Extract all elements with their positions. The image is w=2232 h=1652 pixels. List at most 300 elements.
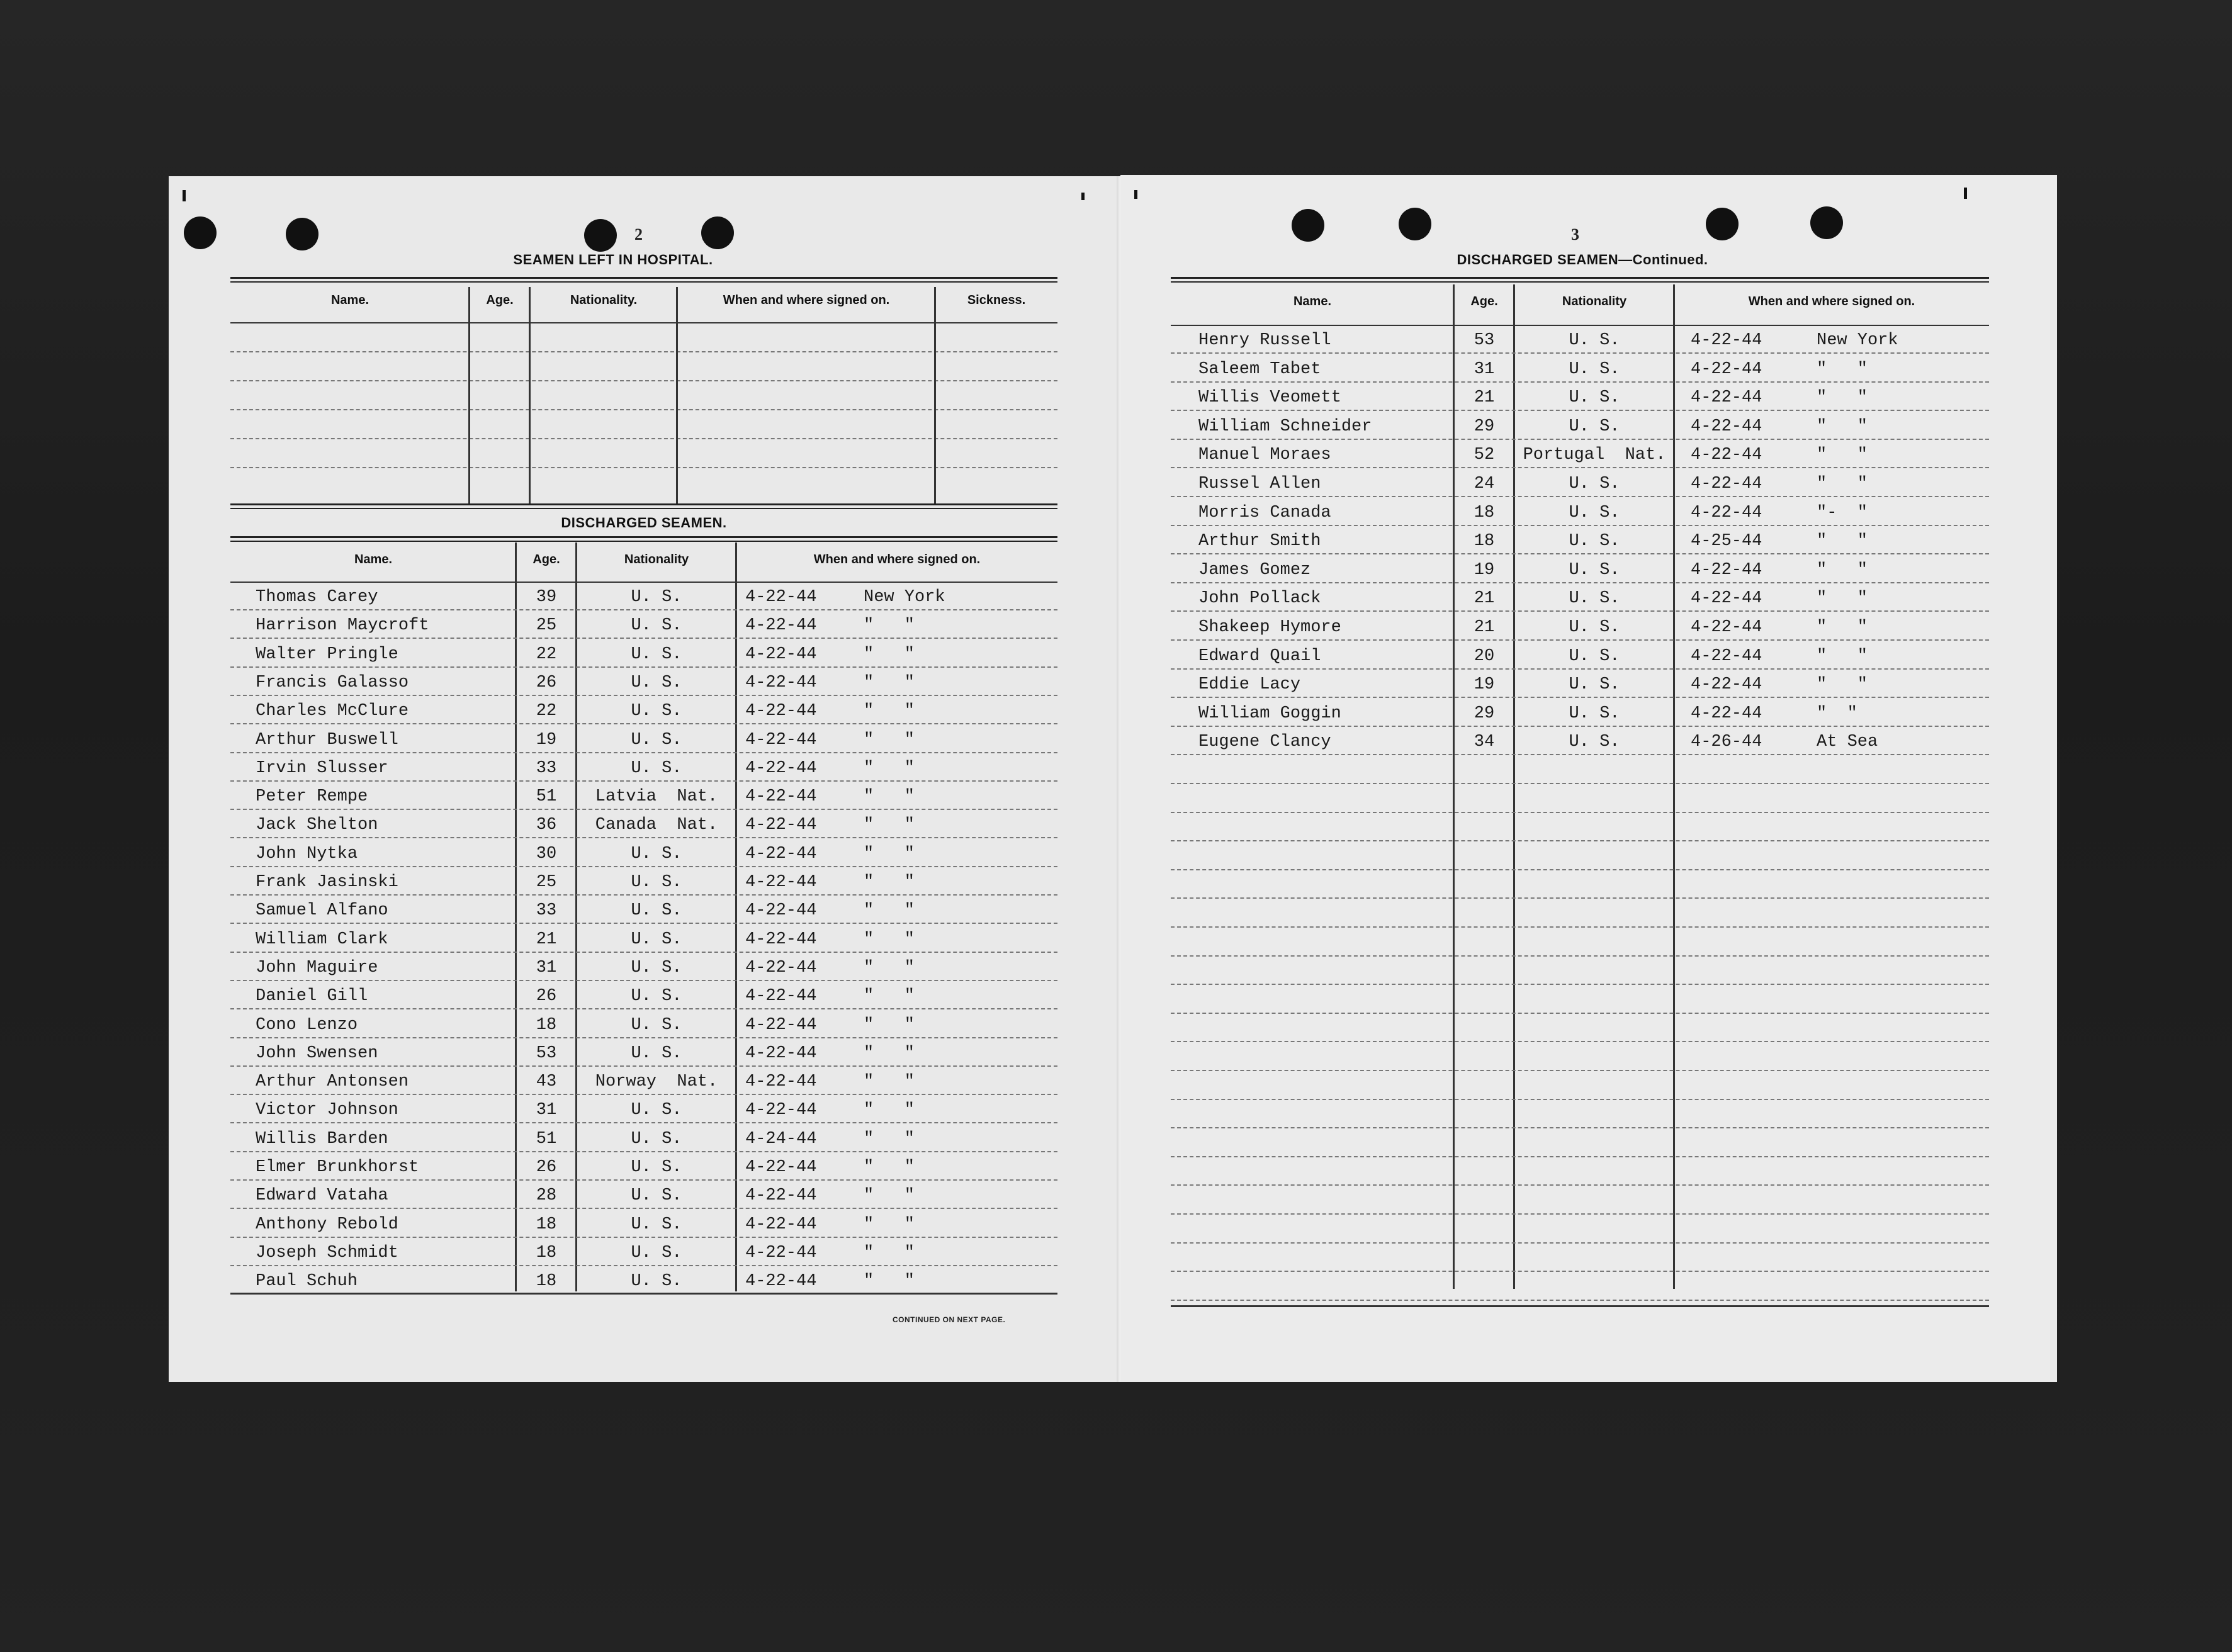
column-divider: [934, 287, 936, 505]
row-line: [1171, 352, 1989, 354]
seaman-name: Peter Rempe: [256, 787, 368, 806]
seaman-nationality: U. S.: [631, 1215, 682, 1234]
signed-on-date: 4-22-44: [745, 702, 817, 721]
signed-on-date: 4-22-44: [1691, 704, 1762, 723]
header-age: Age.: [1470, 295, 1498, 308]
seaman-age: 33: [536, 759, 557, 778]
seaman-age: 21: [536, 930, 557, 949]
row-line: [230, 609, 1057, 610]
seaman-age: 22: [536, 702, 557, 721]
seaman-nationality: U. S.: [631, 1016, 682, 1035]
seaman-name: Edward Quail: [1198, 647, 1321, 666]
signed-on-place: New York: [864, 588, 945, 607]
discharged-header-age: Age.: [533, 553, 560, 566]
row-line: [1171, 869, 1989, 870]
signed-on-date: 4-22-44: [1691, 647, 1762, 666]
signed-on-date: 4-22-44: [1691, 589, 1762, 608]
signed-on-place: " ": [1817, 675, 1868, 694]
seaman-nationality: U. S.: [631, 1044, 682, 1063]
seaman-nationality: U. S.: [631, 702, 682, 721]
signed-on-date: 4-22-44: [745, 616, 817, 635]
row-line: [230, 1008, 1057, 1009]
signed-on-date: 4-22-44: [745, 930, 817, 949]
seaman-name: Victor Johnson: [256, 1101, 398, 1120]
seaman-nationality: U. S.: [631, 645, 682, 664]
header-rule: [230, 322, 1057, 323]
header-rule: [230, 582, 1057, 583]
seaman-nationality: U. S.: [1569, 589, 1620, 608]
seaman-nationality: U. S.: [1569, 360, 1620, 379]
seaman-nationality: U. S.: [1569, 647, 1620, 666]
signed-on-place: " ": [864, 987, 915, 1006]
film-speck: [1081, 193, 1085, 200]
row-line: [1171, 582, 1989, 583]
signed-on-place: " ": [1817, 446, 1868, 464]
seaman-age: 51: [536, 787, 557, 806]
row-line: [1171, 955, 1989, 957]
seaman-nationality: U. S.: [631, 616, 682, 635]
discharged-header-nationality: Nationality: [624, 553, 689, 566]
seaman-name: Willis Veomett: [1198, 388, 1341, 407]
signed-on-place: " ": [864, 702, 915, 721]
header-name: Name.: [1293, 295, 1332, 308]
seaman-age: 31: [536, 1101, 557, 1120]
signed-on-place: " ": [864, 1244, 915, 1262]
column-divider: [529, 287, 531, 505]
signed-on-date: 4-22-44: [1691, 388, 1762, 407]
seaman-name: Morris Canada: [1198, 503, 1331, 522]
hospital-header-nationality: Nationality.: [570, 293, 638, 307]
row-line: [230, 894, 1057, 896]
seaman-name: Elmer Brunkhorst: [256, 1158, 419, 1177]
signed-on-place: " ": [1817, 561, 1868, 580]
seaman-name: Anthony Rebold: [256, 1215, 398, 1234]
row-line: [230, 1179, 1057, 1181]
discharged-header-signed-on: When and where signed on.: [813, 553, 981, 566]
signed-on-place: " ": [864, 930, 915, 949]
row-line: [1171, 610, 1989, 612]
seaman-name: Arthur Smith: [1198, 532, 1321, 551]
punch-hole: [1706, 208, 1739, 240]
signed-on-place: New York: [1817, 331, 1898, 350]
row-line: [230, 837, 1057, 838]
signed-on-date: 4-22-44: [745, 1016, 817, 1035]
signed-on-place: " ": [864, 816, 915, 834]
seaman-name: John Swensen: [256, 1044, 378, 1063]
seaman-name: Russel Allen: [1198, 475, 1321, 493]
seaman-age: 26: [536, 987, 557, 1006]
row-line: [1171, 381, 1989, 383]
signed-on-place: " ": [864, 1016, 915, 1035]
row-line: [1171, 754, 1989, 755]
hospital-header-name: Name.: [330, 293, 369, 307]
seaman-name: Frank Jasinski: [256, 873, 398, 892]
seaman-nationality: U. S.: [631, 958, 682, 977]
row-line: [1171, 1271, 1989, 1272]
seaman-age: 52: [1474, 446, 1495, 464]
right-page: [1120, 175, 2057, 1382]
row-line: [1171, 1184, 1989, 1186]
signed-on-place: " ": [1817, 475, 1868, 493]
seaman-nationality: U. S.: [1569, 475, 1620, 493]
signed-on-place: " ": [864, 616, 915, 635]
seaman-age: 22: [536, 645, 557, 664]
signed-on-date: 4-22-44: [1691, 561, 1762, 580]
seaman-age: 43: [536, 1072, 557, 1091]
row-line: [1171, 926, 1989, 928]
signed-on-place: " ": [864, 673, 915, 692]
signed-on-place: " ": [864, 731, 915, 750]
row-line: [1171, 897, 1989, 899]
seaman-age: 25: [536, 873, 557, 892]
row-line: [1171, 812, 1989, 813]
seaman-nationality: Latvia Nat.: [595, 787, 718, 806]
seaman-name: Eugene Clancy: [1198, 733, 1331, 751]
seaman-name: Samuel Alfano: [256, 901, 388, 920]
punch-hole: [584, 219, 617, 252]
seaman-age: 53: [1474, 331, 1495, 350]
seaman-age: 29: [1474, 704, 1495, 723]
discharged-header-name: Name.: [354, 553, 393, 566]
signed-on-date: 4-22-44: [745, 1186, 817, 1205]
seaman-name: Francis Galasso: [256, 673, 409, 692]
row-line: [1171, 1300, 1989, 1301]
row-line: [230, 1122, 1057, 1123]
signed-on-date: 4-22-44: [745, 845, 817, 863]
row-line: [1171, 1213, 1989, 1215]
row-line: [1171, 783, 1989, 784]
punch-hole: [701, 216, 734, 249]
seaman-age: 31: [1474, 360, 1495, 379]
seaman-age: 34: [1474, 733, 1495, 751]
hospital-section-title: SEAMEN LEFT IN HOSPITAL.: [513, 252, 713, 267]
seaman-name: Willis Barden: [256, 1130, 388, 1149]
signed-on-date: 4-22-44: [745, 1244, 817, 1262]
double-rule: [1171, 277, 1989, 283]
seaman-nationality: U. S.: [1569, 561, 1620, 580]
signed-on-place: " ": [1817, 589, 1868, 608]
seaman-nationality: U. S.: [1569, 503, 1620, 522]
row-line: [230, 752, 1057, 753]
seaman-name: Eddie Lacy: [1198, 675, 1301, 694]
blank-row-line: [230, 409, 1057, 410]
seaman-name: Saleem Tabet: [1198, 360, 1321, 379]
seaman-nationality: U. S.: [1569, 704, 1620, 723]
seaman-age: 19: [1474, 561, 1495, 580]
seaman-name: Thomas Carey: [256, 588, 378, 607]
row-line: [230, 980, 1057, 981]
double-rule: [230, 503, 1057, 509]
seaman-age: 21: [1474, 618, 1495, 637]
seaman-name: William Goggin: [1198, 704, 1341, 723]
seaman-age: 31: [536, 958, 557, 977]
seaman-age: 20: [1474, 647, 1495, 666]
seaman-nationality: Norway Nat.: [595, 1072, 718, 1091]
signed-on-place: " ": [864, 845, 915, 863]
punch-hole: [184, 216, 217, 249]
row-line: [1171, 410, 1989, 411]
seaman-nationality: U. S.: [631, 1272, 682, 1291]
seaman-nationality: U. S.: [1569, 733, 1620, 751]
row-line: [1171, 467, 1989, 468]
seaman-name: Joseph Schmidt: [256, 1244, 398, 1262]
seaman-nationality: U. S.: [631, 731, 682, 750]
seaman-nationality: U. S.: [1569, 675, 1620, 694]
signed-on-place: " ": [864, 1158, 915, 1177]
seaman-nationality: U. S.: [1569, 618, 1620, 637]
signed-on-place: " ": [864, 958, 915, 977]
seaman-age: 33: [536, 901, 557, 920]
row-line: [1171, 496, 1989, 497]
signed-on-date: 4-22-44: [745, 1215, 817, 1234]
signed-on-date: 4-22-44: [1691, 503, 1762, 522]
seaman-name: Daniel Gill: [256, 987, 368, 1006]
seaman-name: Cono Lenzo: [256, 1016, 358, 1035]
signed-on-date: 4-22-44: [745, 958, 817, 977]
seaman-age: 18: [536, 1272, 557, 1291]
row-line: [230, 1208, 1057, 1209]
seaman-age: 21: [1474, 388, 1495, 407]
continued-note: CONTINUED ON NEXT PAGE.: [893, 1315, 1006, 1324]
signed-on-date: 4-22-44: [1691, 417, 1762, 436]
film-speck: [1964, 188, 1967, 199]
seaman-age: 29: [1474, 417, 1495, 436]
signed-on-date: 4-22-44: [745, 1044, 817, 1063]
seaman-name: Paul Schuh: [256, 1272, 358, 1291]
seaman-age: 18: [1474, 503, 1495, 522]
signed-on-date: 4-22-44: [1691, 675, 1762, 694]
row-line: [230, 1065, 1057, 1067]
signed-on-date: 4-22-44: [745, 759, 817, 778]
signed-on-date: 4-22-44: [745, 1072, 817, 1091]
signed-on-date: 4-22-44: [745, 1101, 817, 1120]
row-line: [1171, 1099, 1989, 1100]
page-number: 2: [634, 225, 643, 244]
punch-hole: [1810, 206, 1843, 239]
signed-on-date: 4-26-44: [1691, 733, 1762, 751]
table-bottom-rule: [1171, 1305, 1989, 1307]
seaman-age: 19: [536, 731, 557, 750]
seaman-name: William Clark: [256, 930, 388, 949]
row-line: [1171, 1041, 1989, 1042]
seaman-name: Jack Shelton: [256, 816, 378, 834]
seaman-name: William Schneider: [1198, 417, 1372, 436]
hospital-header-age: Age.: [486, 293, 514, 307]
seaman-name: Manuel Moraes: [1198, 446, 1331, 464]
seaman-nationality: U. S.: [631, 588, 682, 607]
blank-row-line: [230, 351, 1057, 352]
row-line: [230, 952, 1057, 953]
seaman-age: 18: [536, 1016, 557, 1035]
signed-on-date: 4-22-44: [745, 731, 817, 750]
signed-on-place: " ": [864, 1044, 915, 1063]
blank-row-line: [230, 438, 1057, 439]
seaman-age: 18: [536, 1244, 557, 1262]
seaman-name: Shakeep Hymore: [1198, 618, 1341, 637]
row-line: [230, 638, 1057, 639]
row-line: [230, 923, 1057, 924]
seaman-age: 39: [536, 588, 557, 607]
row-line: [230, 695, 1057, 696]
row-line: [1171, 639, 1989, 641]
seaman-name: Irvin Slusser: [256, 759, 388, 778]
row-line: [1171, 1242, 1989, 1244]
row-line: [1171, 668, 1989, 670]
row-line: [1171, 1156, 1989, 1157]
row-line: [1171, 1013, 1989, 1014]
seaman-nationality: U. S.: [631, 673, 682, 692]
double-rule: [230, 536, 1057, 542]
punch-hole: [1399, 208, 1431, 240]
seaman-nationality: U. S.: [631, 1186, 682, 1205]
seaman-name: Walter Pringle: [256, 645, 398, 664]
seaman-age: 51: [536, 1130, 557, 1149]
signed-on-date: 4-22-44: [1691, 475, 1762, 493]
signed-on-place: " ": [1817, 647, 1868, 666]
signed-on-place: " ": [864, 1215, 915, 1234]
seaman-nationality: U. S.: [631, 987, 682, 1006]
seaman-age: 18: [1474, 532, 1495, 551]
film-speck: [183, 190, 186, 201]
seaman-name: John Nytka: [256, 845, 358, 863]
row-line: [230, 809, 1057, 810]
seaman-age: 28: [536, 1186, 557, 1205]
signed-on-date: 4-22-44: [745, 1272, 817, 1291]
header-nationality: Nationality: [1562, 295, 1627, 308]
row-line: [230, 666, 1057, 668]
signed-on-date: 4-24-44: [745, 1130, 817, 1149]
seaman-nationality: U. S.: [631, 901, 682, 920]
blank-row-line: [230, 380, 1057, 381]
seaman-name: James Gomez: [1198, 561, 1311, 580]
signed-on-place: " ": [864, 1130, 915, 1149]
row-line: [230, 1151, 1057, 1152]
seaman-name: John Maguire: [256, 958, 378, 977]
seaman-nationality: U. S.: [631, 873, 682, 892]
signed-on-date: 4-22-44: [745, 787, 817, 806]
signed-on-place: " ": [864, 1272, 915, 1291]
row-line: [1171, 525, 1989, 526]
seaman-nationality: Portugal Nat.: [1523, 446, 1666, 464]
row-line: [1171, 1127, 1989, 1128]
double-rule: [230, 277, 1057, 283]
seaman-age: 30: [536, 845, 557, 863]
row-line: [1171, 984, 1989, 985]
row-line: [230, 1237, 1057, 1238]
seaman-nationality: U. S.: [1569, 388, 1620, 407]
signed-on-place: " ": [1817, 704, 1857, 723]
signed-on-date: 4-22-44: [745, 873, 817, 892]
signed-on-place: "- ": [1817, 503, 1868, 522]
discharged-continued-title: DISCHARGED SEAMEN—Continued.: [1457, 252, 1708, 267]
signed-on-place: At Sea: [1817, 733, 1878, 751]
left-page: [169, 176, 1120, 1382]
seaman-age: 26: [536, 673, 557, 692]
table-bottom-rule: [230, 1293, 1057, 1295]
signed-on-place: " ": [864, 873, 915, 892]
signed-on-date: 4-22-44: [745, 901, 817, 920]
signed-on-date: 4-25-44: [1691, 532, 1762, 551]
seaman-nationality: U. S.: [1569, 331, 1620, 350]
row-line: [230, 1265, 1057, 1266]
seaman-nationality: U. S.: [631, 1130, 682, 1149]
signed-on-place: " ": [864, 1101, 915, 1120]
signed-on-place: " ": [1817, 532, 1868, 551]
signed-on-date: 4-22-44: [1691, 360, 1762, 379]
signed-on-date: 4-22-44: [745, 673, 817, 692]
seaman-nationality: U. S.: [631, 759, 682, 778]
row-line: [1171, 1070, 1989, 1071]
row-line: [1171, 553, 1989, 554]
seaman-age: 24: [1474, 475, 1495, 493]
signed-on-place: " ": [864, 787, 915, 806]
seaman-age: 36: [536, 816, 557, 834]
seaman-name: Henry Russell: [1198, 331, 1331, 350]
signed-on-place: " ": [864, 759, 915, 778]
seaman-age: 25: [536, 616, 557, 635]
column-divider: [468, 287, 470, 505]
header-signed-on: When and where signed on.: [1748, 295, 1915, 308]
seaman-name: Charles McClure: [256, 702, 409, 721]
seaman-age: 21: [1474, 589, 1495, 608]
signed-on-place: " ": [1817, 388, 1868, 407]
blank-row-line: [230, 467, 1057, 468]
hospital-header-sickness: Sickness.: [967, 293, 1026, 307]
signed-on-place: " ": [1817, 618, 1868, 637]
seaman-nationality: Canada Nat.: [595, 816, 718, 834]
seaman-nationality: U. S.: [1569, 532, 1620, 551]
seaman-name: Edward Vataha: [256, 1186, 388, 1205]
film-speck: [1134, 190, 1137, 199]
signed-on-date: 4-22-44: [745, 987, 817, 1006]
seaman-age: 53: [536, 1044, 557, 1063]
seaman-nationality: U. S.: [631, 845, 682, 863]
column-divider: [676, 287, 678, 505]
seaman-age: 18: [536, 1215, 557, 1234]
signed-on-date: 4-22-44: [1691, 331, 1762, 350]
signed-on-date: 4-22-44: [1691, 446, 1762, 464]
seaman-name: Harrison Maycroft: [256, 616, 429, 635]
signed-on-place: " ": [1817, 360, 1868, 379]
row-line: [230, 866, 1057, 867]
header-rule: [1171, 325, 1989, 326]
row-line: [230, 1037, 1057, 1038]
seaman-name: Arthur Antonsen: [256, 1072, 409, 1091]
signed-on-date: 4-22-44: [745, 588, 817, 607]
row-line: [230, 1094, 1057, 1095]
row-line: [1171, 697, 1989, 698]
seaman-name: Arthur Buswell: [256, 731, 398, 750]
seaman-nationality: U. S.: [631, 1101, 682, 1120]
signed-on-place: " ": [864, 1186, 915, 1205]
signed-on-date: 4-22-44: [745, 816, 817, 834]
seaman-age: 19: [1474, 675, 1495, 694]
row-line: [1171, 840, 1989, 841]
signed-on-place: " ": [1817, 417, 1868, 436]
row-line: [230, 780, 1057, 782]
signed-on-date: 4-22-44: [745, 645, 817, 664]
signed-on-place: " ": [864, 1072, 915, 1091]
row-line: [1171, 726, 1989, 727]
hospital-header-signed-on: When and where signed on.: [723, 293, 890, 307]
seaman-nationality: U. S.: [1569, 417, 1620, 436]
signed-on-place: " ": [864, 901, 915, 920]
signed-on-date: 4-22-44: [745, 1158, 817, 1177]
seaman-age: 26: [536, 1158, 557, 1177]
row-line: [230, 723, 1057, 724]
seaman-nationality: U. S.: [631, 1158, 682, 1177]
punch-hole: [1292, 209, 1324, 242]
